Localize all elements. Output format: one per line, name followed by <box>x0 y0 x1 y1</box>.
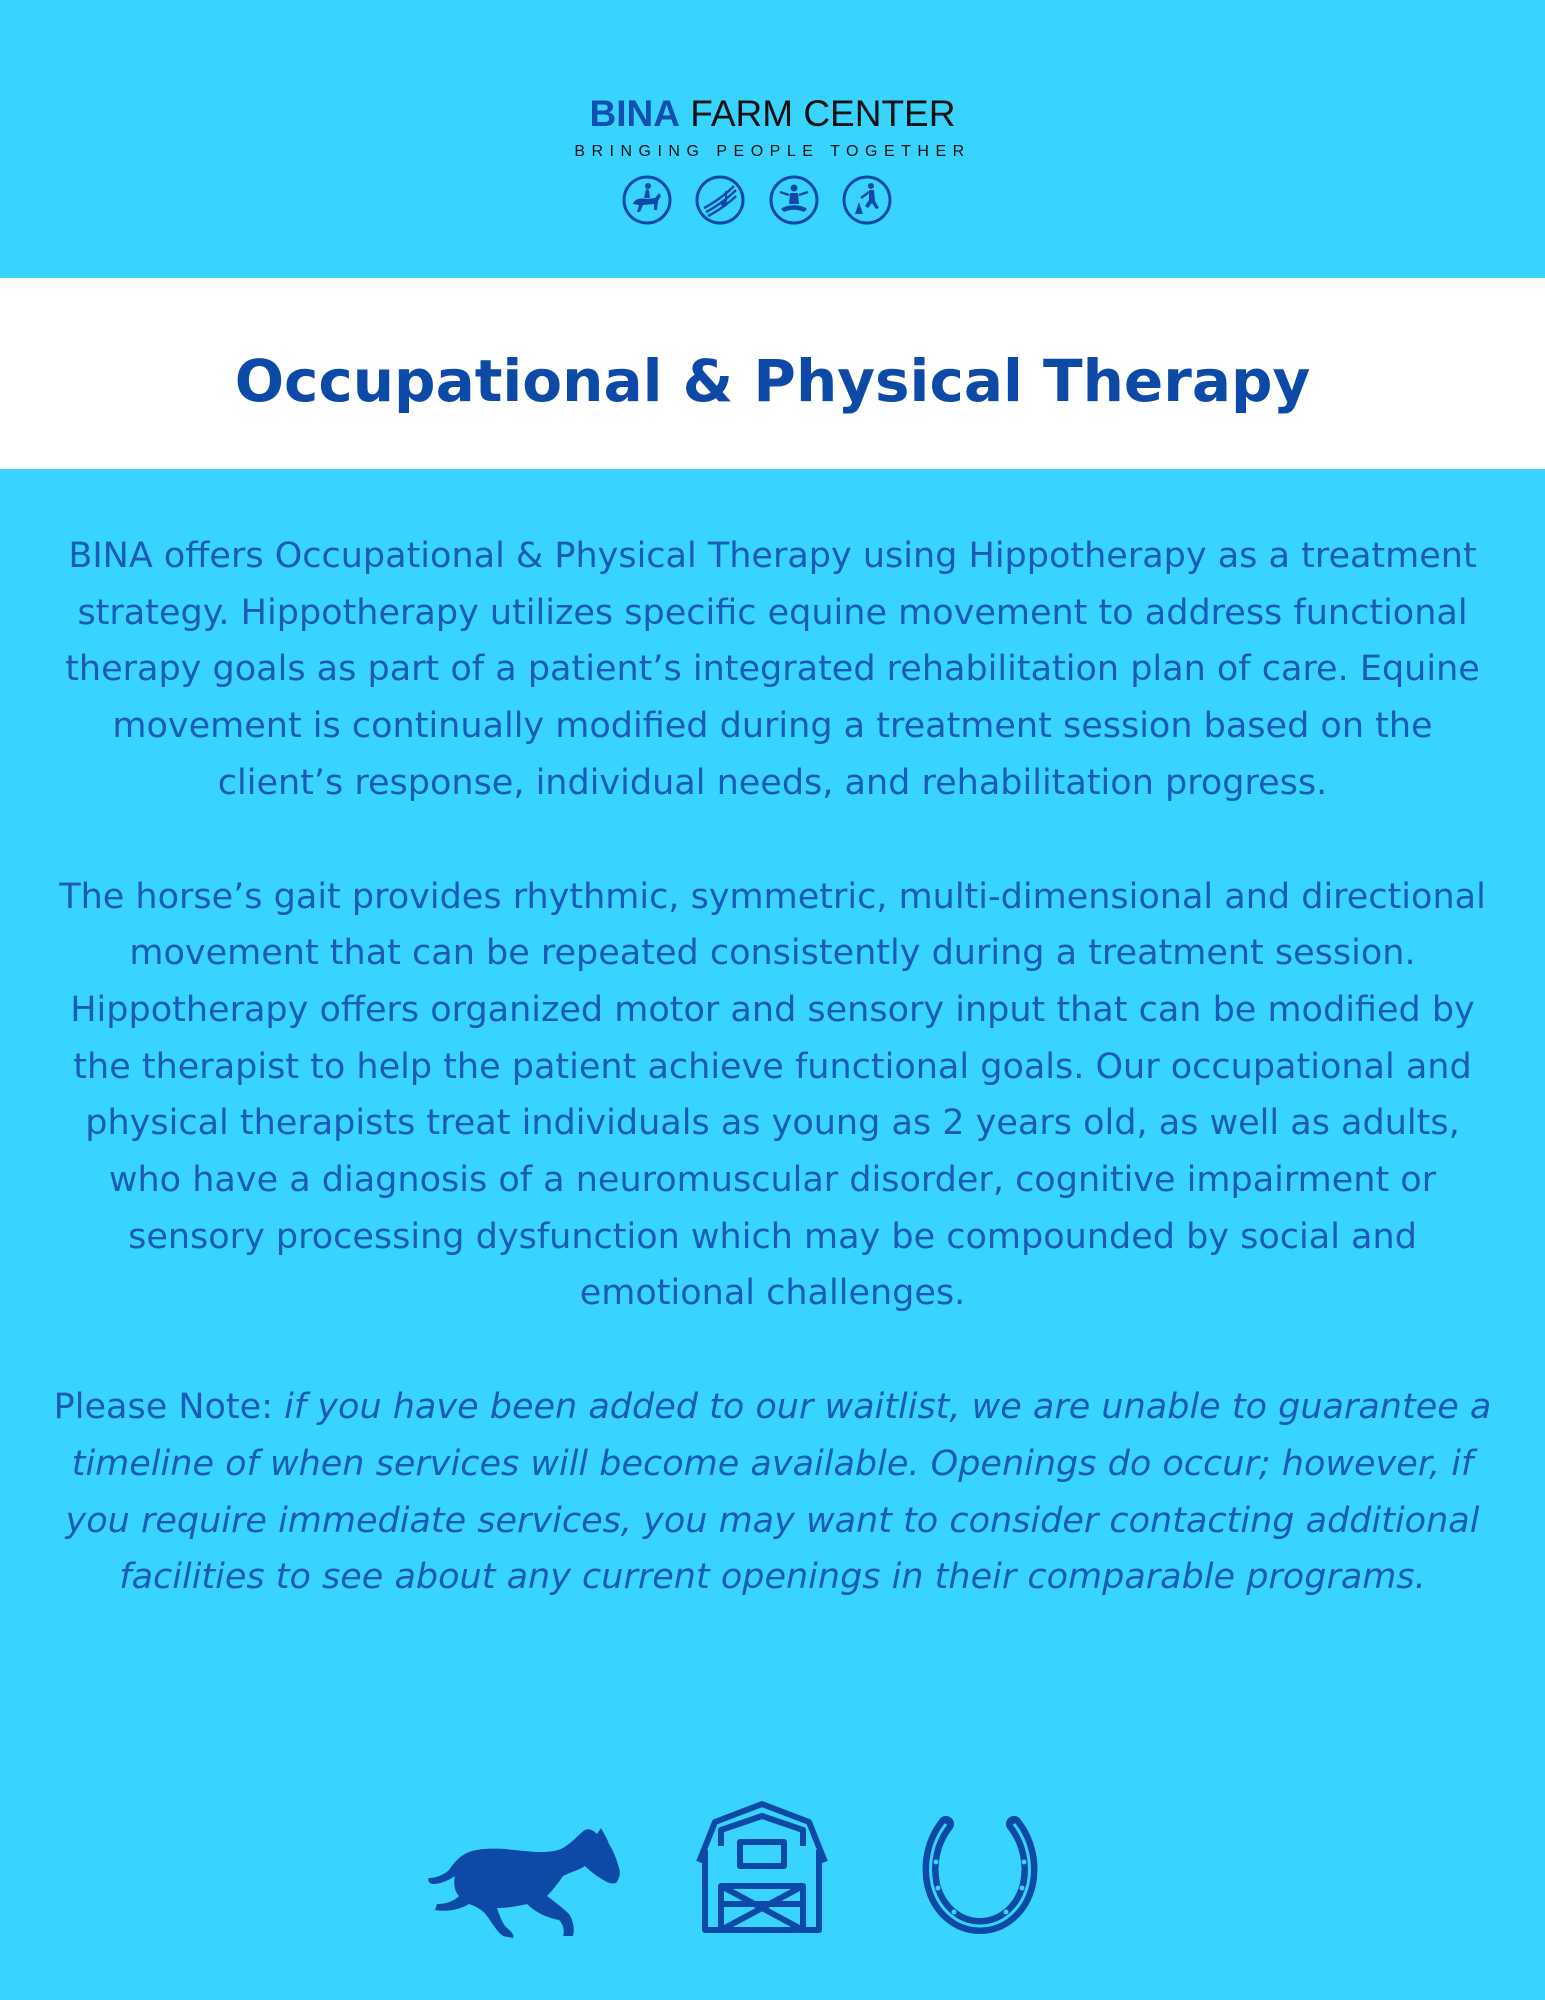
running-horse-icon <box>423 1820 625 1940</box>
title-band <box>0 278 1545 469</box>
intro-paragraph: BINA offers Occupational & Physical Therapy using Hippotherapy as a treatment strategy. Hippotherapy utilizes specific equine movement to address functional therapy goals as part of a patient’s integrated rehabilitation plan of care. Equine movement is continually modified during a treatment session based on the client’s response, individual needs, and rehabilitation progress. <box>65 536 1480 803</box>
meditation-icon <box>768 174 820 226</box>
gait-paragraph: The horse’s gait provides rhythmic, symmetric, multi-dimensional and directional movement that can be repeated consistently during a treatment session. Hippotherapy offers organized motor and sensory input that can be modified by the therapist to help the patient achieve functional goals. Our occupational and physical therapists treat individuals as young as 2 years old, as well as adults, who have a diagnosis of a neuromuscular disorder, cognitive impairment or sensory processing dysfunction which may be compounded by social and emotional challenges. <box>59 876 1486 1314</box>
main-content <box>50 528 1495 1606</box>
logo-brand: BINA <box>589 93 680 134</box>
horseshoe-icon <box>920 1812 1040 1936</box>
note-label: Please Note: <box>53 1387 285 1428</box>
header <box>0 0 1545 278</box>
logo-rest: FARM CENTER <box>690 93 956 134</box>
waitlist-note <box>50 1379 1495 1606</box>
logo-wordmark <box>0 92 1545 136</box>
barn-icon <box>693 1800 831 1934</box>
logo-icons <box>621 174 893 226</box>
horse-rider-icon <box>621 174 673 226</box>
footer-icons <box>0 1800 1545 1940</box>
page-title: Occupational & Physical Therapy <box>234 347 1311 415</box>
note-text: if you have been added to our waitlist, we are unable to guarantee a timeline of when services will become available. Openings do occur; however, if you require immediate services, you may want to consider contacting additional facilities to see about any current openings in their comparable programs. <box>65 1387 1492 1598</box>
logo-tagline: BRINGING PEOPLE TOGETHER <box>574 143 971 160</box>
music-icon <box>694 174 746 226</box>
gardening-icon <box>841 174 893 226</box>
